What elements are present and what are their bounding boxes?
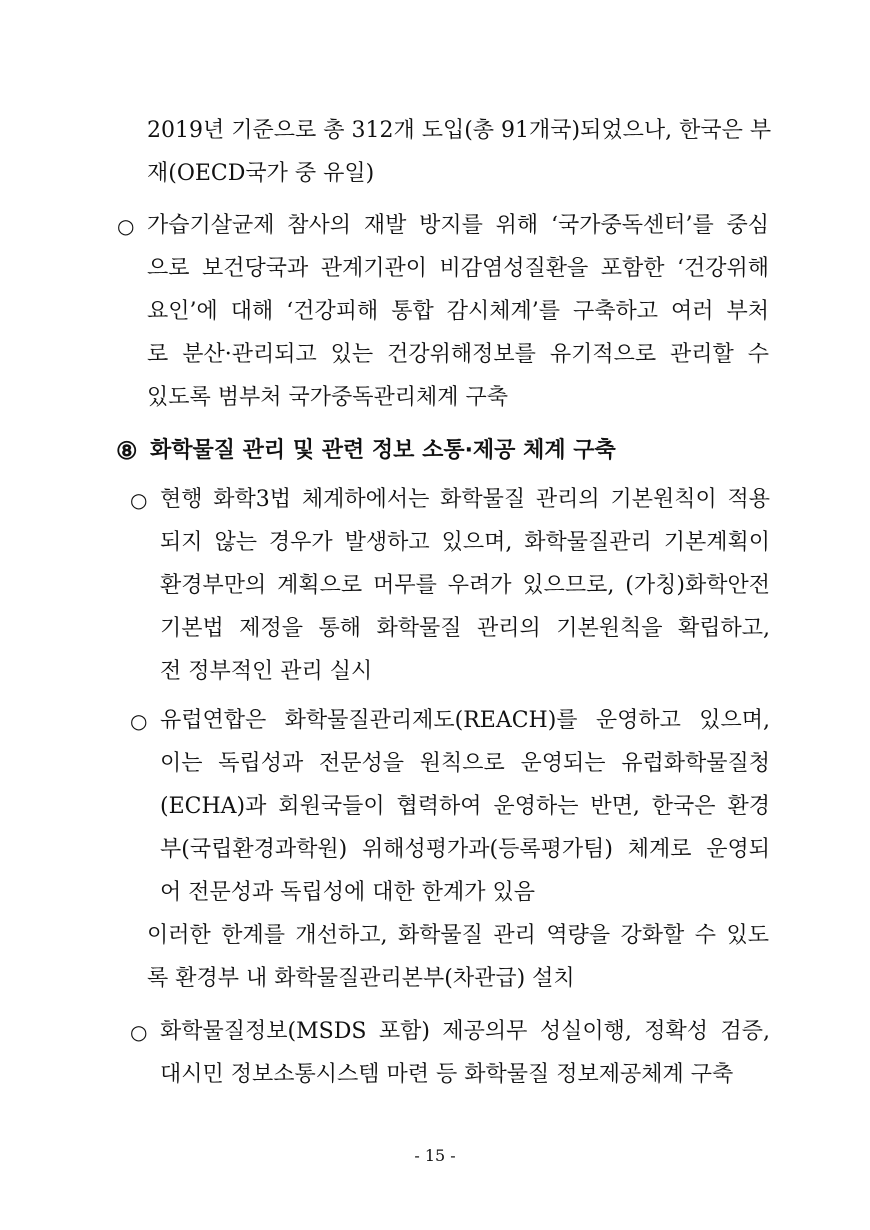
section-number-marker: ⑧ (116, 436, 138, 465)
circle-bullet-icon: ○ (117, 214, 135, 238)
body-line: 환경부만의 계획으로 머무를 우려가 있으므로, (가칭)화학안전 (160, 573, 770, 598)
body-line: (ECHA)과 회원국들이 협력하여 운영하는 반면, 한국은 환경 (160, 794, 770, 819)
body-line: 요인’에 대해 ‘건강피해 통합 감시체계’를 구축하고 여러 부처 (147, 299, 769, 324)
page-number: - 15 - (414, 1146, 456, 1165)
body-line: 있도록 범부처 국가중독관리체계 구축 (147, 385, 509, 410)
body-line: 으로 보건당국과 관계기관이 비감염성질환을 포함한 ‘건강위해 (147, 256, 769, 281)
body-line: 화학물질정보(MSDS 포함) 제공의무 성실이행, 정확성 검증, (160, 1019, 770, 1044)
body-line: 록 환경부 내 화학물질관리본부(차관급) 설치 (147, 966, 575, 991)
body-line: 로 분산·관리되고 있는 건강위해정보를 유기적으로 관리할 수 (147, 342, 769, 367)
body-line: 이는 독립성과 전문성을 원칙으로 운영되는 유럽화학물질청 (160, 751, 770, 776)
circle-bullet-icon: ○ (130, 709, 148, 733)
body-line: 이러한 한계를 개선하고, 화학물질 관리 역량을 강화할 수 있도 (147, 923, 769, 948)
body-line: 재(OECD국가 중 유일) (147, 161, 375, 186)
section-heading: 화학물질 관리 및 관련 정보 소통·제공 체계 구축 (150, 438, 616, 463)
body-line: 유럽연합은 화학물질관리제도(REACH)를 운영하고 있으며, (160, 708, 770, 733)
body-line: 어 전문성과 독립성에 대한 한계가 있음 (160, 880, 535, 905)
body-line: 되지 않는 경우가 발생하고 있으며, 화학물질관리 기본계획이 (160, 530, 770, 555)
body-line: 전 정부적인 관리 실시 (160, 659, 373, 684)
circle-bullet-icon: ○ (130, 488, 148, 512)
body-line: 기본법 제정을 통해 화학물질 관리의 기본원칙을 확립하고, (160, 616, 770, 641)
body-line: 현행 화학3법 체계하에서는 화학물질 관리의 기본원칙이 적용 (160, 487, 770, 512)
circle-bullet-icon: ○ (130, 1020, 148, 1044)
body-line: 가습기살균제 참사의 재발 방지를 위해 ‘국가중독센터’를 중심 (147, 213, 769, 238)
body-line: 부(국립환경과학원) 위해성평가과(등록평가팀) 체계로 운영되 (160, 837, 770, 862)
body-line: 2019년 기준으로 총 312개 도입(총 91개국)되었으나, 한국은 부 (147, 118, 772, 143)
body-line: 대시민 정보소통시스템 마련 등 화학물질 정보제공체계 구축 (160, 1062, 734, 1087)
